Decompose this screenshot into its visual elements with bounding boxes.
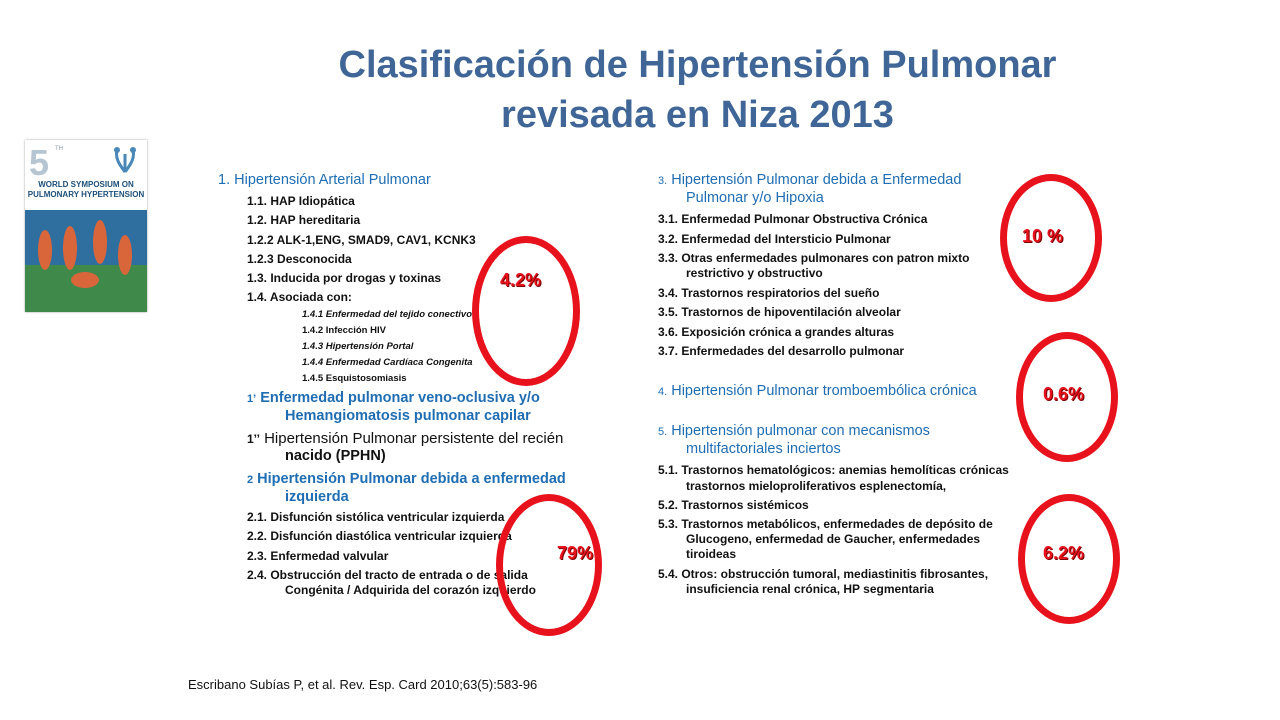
group-2-heading-cont: izquierda [285, 489, 349, 505]
slide-title [300, 40, 1095, 140]
title-line-2: revisada en Niza 2013 [501, 94, 894, 136]
list-item: 1.1. HAP Idiopática [247, 194, 355, 208]
list-subitem: 1.4.4 Enfermedad Cardíaca Congenita [302, 357, 473, 368]
list-item: 2.1. Disfunción sistólica ventricular izquierda [247, 510, 505, 524]
list-item: 5.2. Trastornos sistémicos [658, 498, 809, 512]
symposium-cover-image [25, 140, 147, 312]
percentage-label-g5: 6.2% [1043, 543, 1085, 563]
percentage-label-g1: 4.2% [500, 270, 542, 290]
group-5-heading: 5. Hipertensión pulmonar con mecanismos [658, 423, 930, 439]
group-3-heading: 3. Hipertensión Pulmonar debida a Enfermedad [658, 172, 962, 188]
cover-edition-number: 5 [29, 142, 50, 183]
list-item-cont: Congénita / Adquirida del corazón izquierdo [285, 583, 536, 597]
group-1-heading: 1. Hipertensión Arterial Pulmonar [218, 172, 431, 188]
list-item: 5.3. Trastornos metabólicos, enfermedades de depósito de [658, 517, 993, 531]
list-subitem: 1.4.3 Hipertensión Portal [302, 341, 414, 352]
list-item: 2.2. Disfunción diastólica ventricular izquierda [247, 529, 512, 543]
list-item: 1.3. Inducida por drogas y toxinas [247, 271, 442, 285]
list-item: 1.2.2 ALK-1,ENG, SMAD9, CAV1, KCNK3 [247, 233, 476, 247]
group-1-double-prime-heading: 1’’ Hipertensión Pulmonar persistente del recién [247, 430, 564, 447]
list-item: 3.4. Trastornos respiratorios del sueño [658, 286, 880, 300]
list-item-cont: tiroideas [686, 547, 737, 561]
group-1-prime-heading: 1’ Enfermedad pulmonar veno-oclusiva y/o [247, 390, 540, 406]
percentage-label-g4: 0.6% [1043, 384, 1085, 404]
list-item: 3.5. Trastornos de hipoventilación alveolar [658, 305, 901, 319]
list-subitem: 1.4.2 Infección HIV [302, 325, 386, 336]
list-item: 1.4. Asociada con: [247, 290, 352, 304]
list-item-cont: insuficiencia renal crónica, HP segmentaria [686, 582, 934, 596]
cover-superscript: TH [55, 146, 63, 152]
dance-painting-image [25, 210, 147, 312]
list-item: 3.2. Enfermedad del Intersticio Pulmonar [658, 232, 891, 246]
cover-banner: WORLD SYMPOSIUM ON PULMONARY HYPERTENSION [27, 180, 145, 199]
list-item: 3.6. Exposición crónica a grandes alturas [658, 325, 895, 339]
list-item: 2.4. Obstrucción del tracto de entrada o de salida [247, 568, 528, 582]
title-line-1: Clasificación de Hipertensión Pulmonar [338, 44, 1057, 86]
annotation-circle-g1 [472, 236, 580, 386]
list-item: 2.3. Enfermedad valvular [247, 549, 389, 563]
list-item: 1.2.3 Desconocida [247, 252, 352, 266]
list-subitem: 1.4.1 Enfermedad del tejido conectivo [302, 309, 472, 320]
group-1-prime-heading-cont: Hemangiomatosis pulmonar capilar [285, 408, 531, 424]
list-item-cont: trastornos mieloproliferativos esplenectomía, [686, 479, 947, 493]
list-item: 1.2. HAP hereditaria [247, 213, 361, 227]
percentage-label-g3: 10 % [1022, 226, 1064, 246]
list-item-cont: Glucogeno, enfermedad de Gaucher, enfermedades [686, 532, 981, 546]
list-item-cont: restrictivo y obstructivo [686, 266, 823, 280]
group-5-heading-cont: multifactoriales inciertos [686, 441, 841, 457]
list-item: 5.4. Otros: obstrucción tumoral, mediastinitis fibrosantes, [658, 567, 989, 581]
annotation-circle-g2 [496, 494, 602, 636]
cover-logo-icon [109, 144, 141, 174]
group-2-heading: 2 Hipertensión Pulmonar debida a enfermedad [247, 471, 566, 487]
list-item: 3.7. Enfermedades del desarrollo pulmonar [658, 344, 905, 358]
group-1-double-prime-heading-cont: nacido (PPHN) [285, 448, 386, 464]
percentage-label-g2: 79% [557, 543, 594, 563]
list-item: 5.1. Trastornos hematológicos: anemias hemolíticas crónicas [658, 463, 1009, 477]
list-item: 3.1. Enfermedad Pulmonar Obstructiva Crónica [658, 212, 928, 226]
group-3-heading-cont: Pulmonar y/o Hipoxia [686, 190, 824, 206]
list-item: 3.3. Otras enfermedades pulmonares con patron mixto [658, 251, 970, 265]
list-subitem: 1.4.5 Esquistosomiasis [302, 373, 407, 384]
group-4-heading: 4. Hipertensión Pulmonar tromboembólica crónica [658, 383, 977, 399]
citation: Escribano Subías P, et al. Rev. Esp. Card 2010;63(5):583-96 [188, 677, 538, 692]
